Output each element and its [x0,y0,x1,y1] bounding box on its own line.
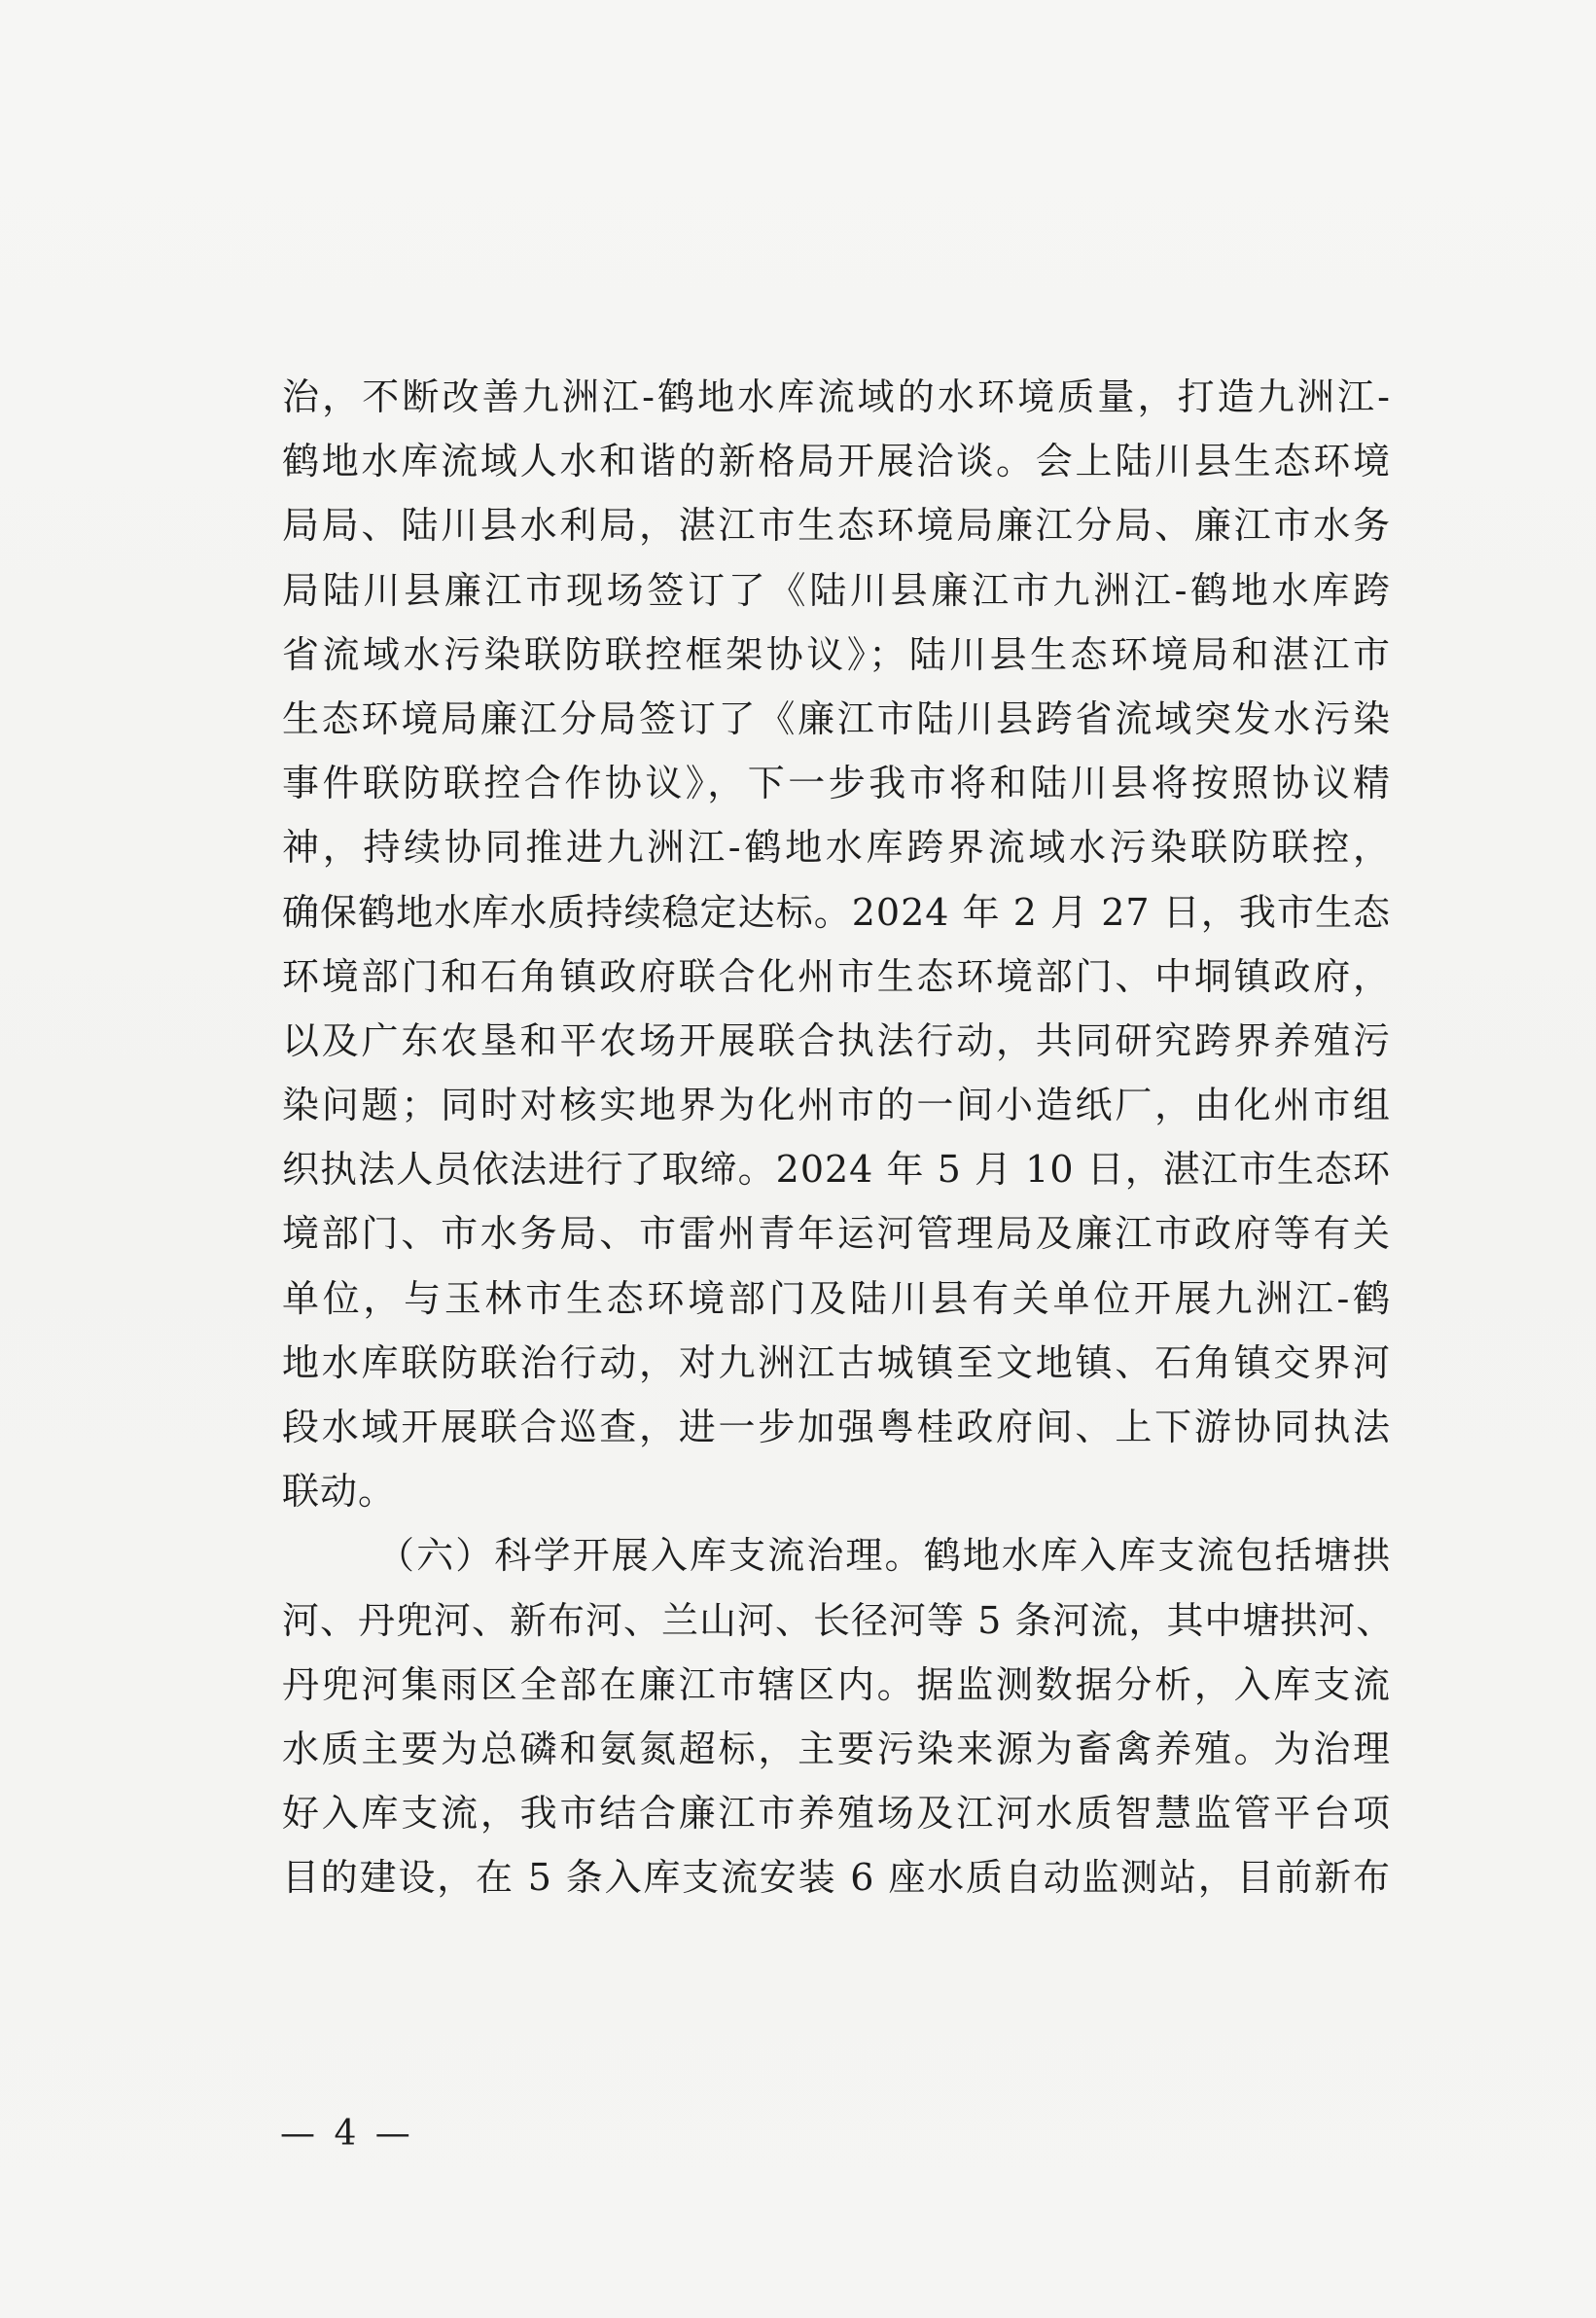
text-line: 河、丹兜河、新布河、兰山河、长径河等 5 条河流，其中塘拱河、 [282,1598,1395,1642]
text-line: 省流域水污染联防联控框架协议》；陆川县生态环境局和湛江市 [282,632,1391,676]
text-line: 单位，与玉林市生态环境部门及陆川县有关单位开展九洲江-鹤 [282,1276,1391,1320]
text-line: 境部门、市水务局、市雷州青年运河管理局及廉江市政府等有关 [282,1212,1391,1256]
text-line: 染问题；同时对核实地界为化州市的一间小造纸厂，由化州市组 [282,1084,1391,1127]
text-line: 神，持续协同推进九洲江-鹤地水库跨界流域水污染联防联控， [282,826,1391,870]
page-number: — 4 — [280,2114,414,2154]
text-line: 鹤地水库流域人水和谐的新格局开展洽谈。会上陆川县生态环境 [282,440,1391,483]
text-line: 目的建设，在 5 条入库支流安装 6 座水质自动监测站，目前新布 [282,1856,1391,1900]
text-line: 事件联防联控合作协议》，下一步我市将和陆川县将按照协议精 [282,762,1391,805]
text-line: 生态环境局廉江分局签订了《廉江市陆川县跨省流域突发水污染 [282,696,1391,740]
text-line: 段水域开展联合巡查，进一步加强粤桂政府间、上下游协同执法 [282,1406,1391,1448]
text-line: 丹兜河集雨区全部在廉江市辖区内。据监测数据分析，入库支流 [282,1662,1391,1706]
text-line: 治，不断改善九洲江-鹤地水库流域的水环境质量，打造九洲江- [282,375,1391,418]
section-heading-line: （六）科学开展入库支流治理。鹤地水库入库支流包括塘拱 [377,1534,1391,1578]
text-line: 以及广东农垦和平农场开展联合执法行动，共同研究跨界养殖污 [282,1018,1391,1062]
text-line: 织执法人员依法进行了取缔。2024 年 5 月 10 日，湛江市生态环 [282,1148,1391,1192]
text-line: 局局、陆川县水利局，湛江市生态环境局廉江分局、廉江市水务 [282,504,1391,548]
text-line: 水质主要为总磷和氨氮超标，主要污染来源为畜禽养殖。为治理 [282,1727,1391,1770]
text-line: 局陆川县廉江市现场签订了《陆川县廉江市九洲江-鹤地水库跨 [282,568,1391,612]
text-line: 确保鹤地水库水质持续稳定达标。2024 年 2 月 27 日，我市生态 [282,890,1391,934]
text-line: 环境部门和石角镇政府联合化州市生态环境部门、中垌镇政府， [282,954,1391,998]
text-line: 联动。 [282,1470,397,1514]
text-line: 地水库联防联治行动，对九洲江古城镇至文地镇、石角镇交界河 [282,1340,1391,1384]
body-text [282,365,1395,1910]
text-line: 好入库支流，我市结合廉江市养殖场及江河水质智慧监管平台项 [282,1792,1391,1836]
